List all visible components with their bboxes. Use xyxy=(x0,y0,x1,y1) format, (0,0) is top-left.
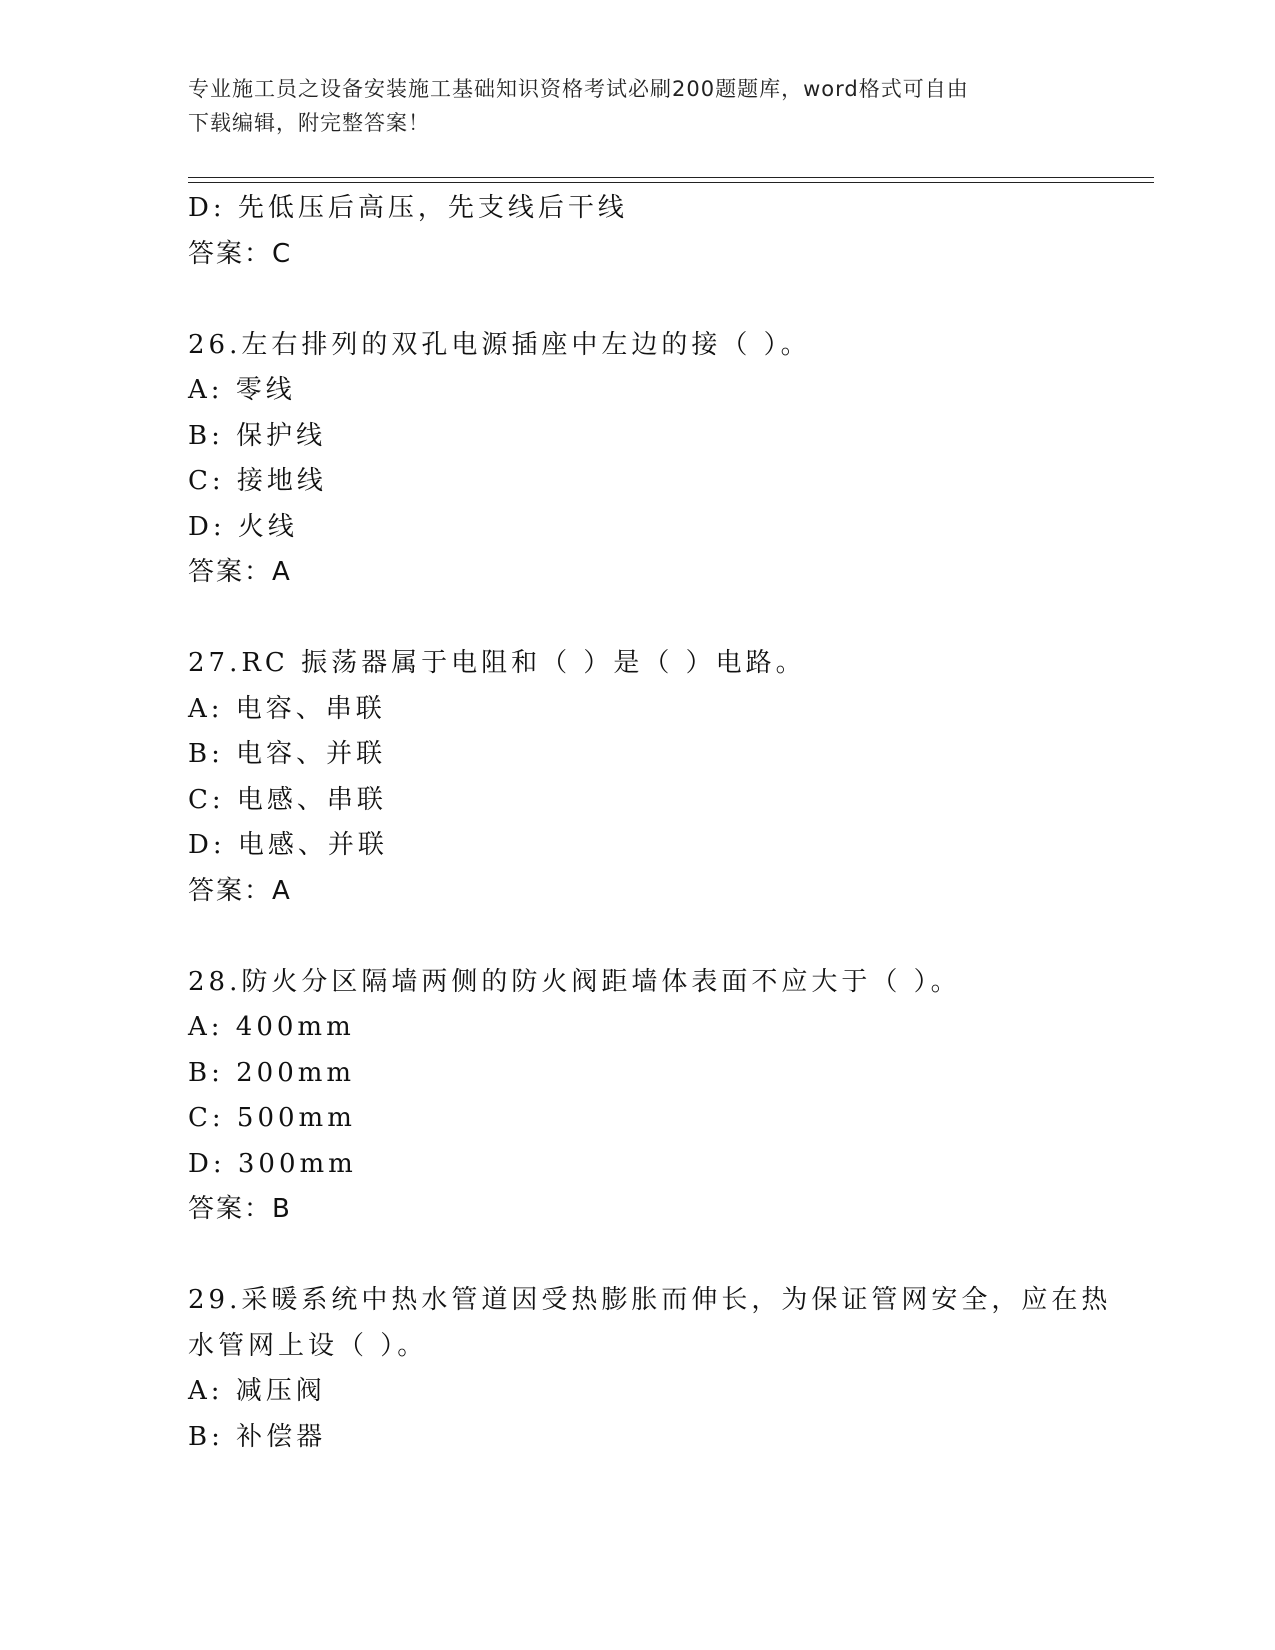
question-29 xyxy=(188,1278,1112,1460)
option-d: D: 先低压后高压，先支线后干线 xyxy=(188,193,628,223)
question-28 xyxy=(188,960,1088,1233)
option-d: D: 电感、并联 xyxy=(188,830,388,860)
option-c: C: 500mm xyxy=(188,1103,356,1133)
question-27 xyxy=(188,641,1088,914)
answer: 答案：C xyxy=(188,238,293,269)
spacer xyxy=(188,914,1088,960)
answer: 答案：B xyxy=(188,1194,292,1224)
question-stem: 27.RC 振荡器属于电阻和（ ）是（ ）电路。 xyxy=(188,648,806,678)
question-26 xyxy=(188,323,1088,596)
answer: 答案：A xyxy=(188,557,292,587)
question-25-tail xyxy=(188,186,1088,277)
option-d: D: 300mm xyxy=(188,1148,357,1179)
header-divider-top xyxy=(188,177,1154,178)
header-divider-bottom xyxy=(188,182,1154,183)
option-b: B: 电容、并联 xyxy=(188,739,387,769)
option-b: B: 保护线 xyxy=(188,420,327,451)
header-line-2: 下载编辑，附完整答案！ xyxy=(188,111,430,135)
question-stem: 28.防火分区隔墙两侧的防火阀距墙体表面不应大于（ ）。 xyxy=(188,966,961,997)
spacer xyxy=(188,277,1088,323)
option-a: A: 电容、串联 xyxy=(188,693,386,724)
spacer xyxy=(188,1233,1088,1279)
option-c: C: 电感、串联 xyxy=(188,784,387,815)
option-a: A: 400mm xyxy=(188,1012,355,1042)
answer: 答案：A xyxy=(188,875,292,906)
question-list xyxy=(188,186,1112,1460)
question-stem: 26.左右排列的双孔电源插座中左边的接（ ）。 xyxy=(188,329,811,360)
option-b: B: 200mm xyxy=(188,1057,356,1088)
question-stem-line-2: 水管网上设（ ）。 xyxy=(188,1330,428,1361)
spacer xyxy=(188,596,1088,642)
option-c: C: 接地线 xyxy=(188,466,327,496)
document-header xyxy=(188,72,1088,140)
question-stem-line-1: 29.采暖系统中热水管道因受热膨胀而伸长，为保证管网安全，应在热 xyxy=(188,1285,1112,1315)
option-b: B: 补偿器 xyxy=(188,1421,327,1452)
option-a: A: 零线 xyxy=(188,375,296,405)
option-d: D: 火线 xyxy=(188,511,298,542)
header-line-1: 专业施工员之设备安装施工基础知识资格考试必刷200题题库，word格式可自由 xyxy=(188,77,969,101)
option-a: A: 减压阀 xyxy=(188,1376,326,1406)
